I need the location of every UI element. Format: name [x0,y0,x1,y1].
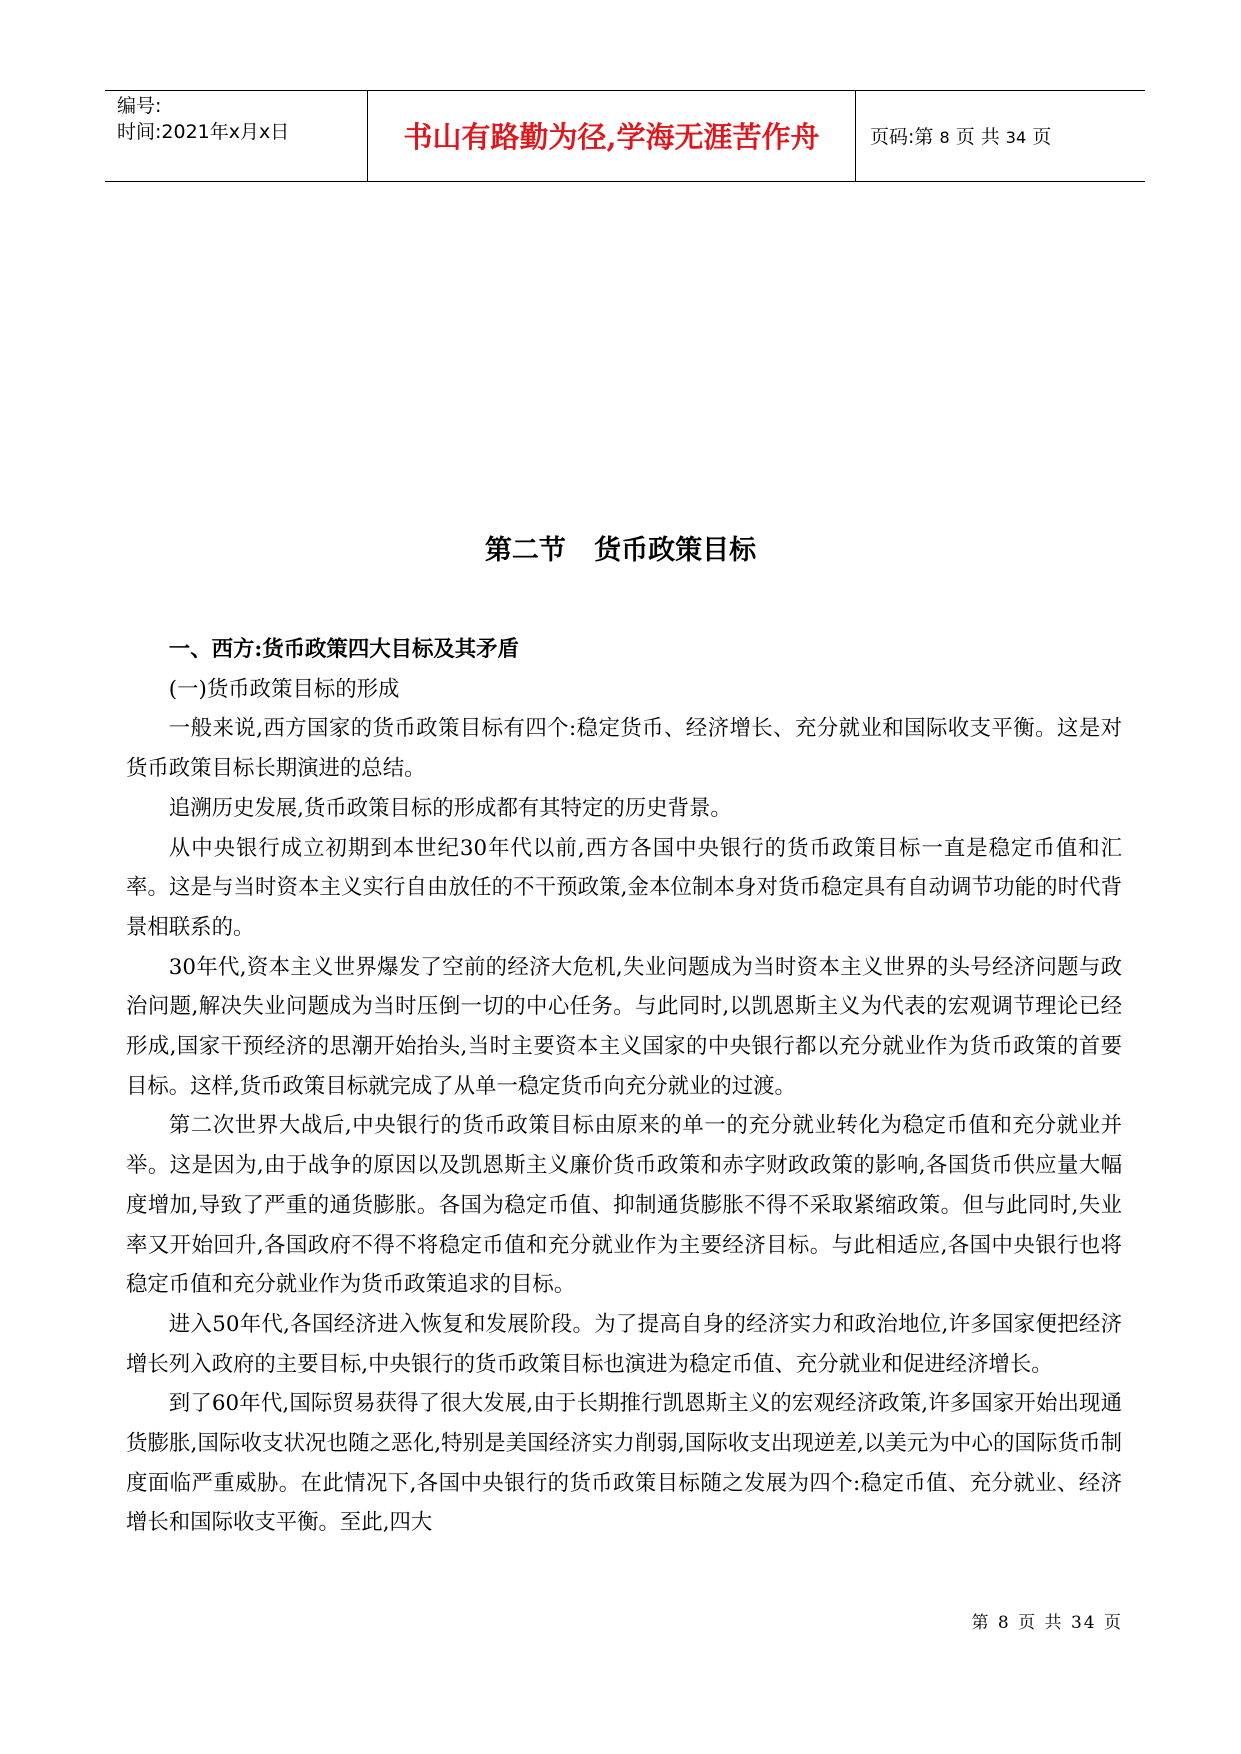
header-page-cell [856,91,1145,181]
body-paragraph: 追溯历史发展,货币政策目标的形成都有其特定的历史背景。 [168,795,732,821]
heading-level-1: 一、西方:货币政策四大目标及其矛盾 [168,637,519,662]
body-paragraph: 一般来说,西方国家的货币政策目标有四个:稳定货币、经济增长、充分就业和国际收支平衡。这是对货币政策目标长期演进的总结。 [126,716,1122,782]
heading-level-2: (一)货币政策目标的形成 [168,676,400,702]
page-prefix: 页码:第 [870,126,934,148]
body-paragraph: 进入50年代,各国经济进入恢复和发展阶段。为了提高自身的经济实力和政治地位,许多国家便把经济增长列入政府的主要目标,中央银行的货币政策目标也演进为稳定币值、充分就业和促进经济增长。 [126,1311,1122,1377]
page-current: 8 [939,128,950,147]
header-motto-cell [368,91,856,181]
header-meta-cell [105,91,368,181]
body-paragraph: 第二次世界大战后,中央银行的货币政策目标由原来的单一的充分就业转化为稳定币值和充分就业并举。这是因为,由于战争的原因以及凯恩斯主义廉价货币政策和赤字财政政策的影响,各国货币供应量大幅度增加,导致了严重的通货膨胀。各国为稳定币值、抑制通货膨胀不得不采取紧缩政策。但与此同时,失业率又开始回升,各国政府不得不将稳定币值和充分就业作为主要经济目标。与此相适应,各国中央银行也将稳定币值和充分就业作为货币政策追求的目标。 [126,1113,1122,1298]
page-footer: 第 8 页 共 34 页 [971,1613,1123,1633]
document-time-label: 时间:2021年x月x日 [117,121,290,143]
page-suffix: 页 [1032,126,1052,148]
document-body [126,630,1122,1543]
body-paragraph: 从中央银行成立初期到本世纪30年代以前,西方各国中央银行的货币政策目标一直是稳定币值和汇率。这是与当时资本主义实行自由放任的不干预政策,金本位制本身对货币稳定具有自动调节功能的时代背景相联系的。 [126,835,1122,940]
header-motto: 书山有路勤为径,学海无涯苦作舟 [403,120,820,154]
body-paragraph: 到了60年代,国际贸易获得了很大发展,由于长期推行凯恩斯主义的宏观经济政策,许多国家开始出现通货膨胀,国际收支状况也随之恶化,特别是美国经济实力削弱,国际收支出现逆差,以美元为中心的国际货币制度面临严重威胁。在此情况下,各国中央银行的货币政策目标随之发展为四个:稳定币值、充分就业、经济增长和国际收支平衡。至此,四大 [126,1391,1122,1536]
section-title: 第二节 货币政策目标 [484,535,757,566]
document-header [105,90,1145,182]
body-paragraph: 30年代,资本主义世界爆发了空前的经济大危机,失业问题成为当时资本主义世界的头号经济问题与政治问题,解决失业问题成为当时压倒一切的中心任务。与此同时,以凯恩斯主义为代表的宏观调节理论已经形成,国家干预经济的思潮开始抬头,当时主要资本主义国家的中央银行都以充分就业作为货币政策的首要目标。这样,货币政策目标就完成了从单一稳定货币向充分就业的过渡。 [126,954,1122,1099]
page-mid: 页 共 [955,126,1000,148]
page-total: 34 [1005,128,1027,147]
document-number-label: 编号: [117,95,162,117]
header-page-info [870,124,1051,151]
